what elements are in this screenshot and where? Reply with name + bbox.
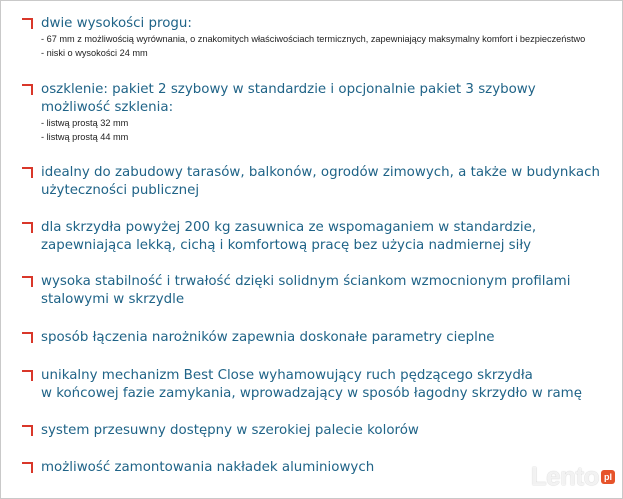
feature-text — [41, 81, 617, 117]
feature-line: sposób łączenia narożników zapewnia doskonałe parametry cieplne — [41, 330, 495, 345]
feature-item-applications — [22, 164, 617, 200]
lento-watermark — [531, 461, 615, 492]
feature-line: idealny do zabudowy tarasów, balkonów, ogrodów zimowych, a także w budynkach — [41, 165, 600, 180]
watermark-text: Lento — [530, 461, 599, 491]
feature-text — [41, 329, 617, 347]
feature-item-aluminium — [22, 459, 617, 477]
bullet-corner-icon — [22, 370, 33, 381]
feature-line: dwie wysokości progu: — [41, 16, 192, 31]
feature-text — [41, 422, 617, 440]
feature-line: możliwość szklenia: — [41, 100, 174, 115]
feature-text — [41, 15, 617, 33]
feature-line: zapewniająca lekką, cichą i komfortową pracę bez użycia nadmiernej siły — [41, 238, 532, 253]
feature-line: wysoka stabilność i trwałość dzięki solidnym ściankom wzmocnionym profilami — [41, 274, 571, 289]
feature-item-corners — [22, 329, 617, 347]
bullet-corner-icon — [22, 276, 33, 287]
feature-line: system przesuwny dostępny w szerokiej palecie kolorów — [41, 423, 419, 438]
bullet-corner-icon — [22, 462, 33, 473]
watermark-badge: pl — [601, 470, 615, 484]
feature-item-lock — [22, 219, 617, 255]
feature-item-best-close — [22, 367, 617, 403]
feature-line: stalowymi w skrzydle — [41, 292, 185, 307]
feature-item-threshold — [22, 15, 617, 60]
sub-line: - 67 mm z możliwością wyrównania, o znakomitych właściwościach termicznych, zapewniający maksymalny komfort i bezpieczeństwo — [41, 34, 586, 44]
feature-line: możliwość zamontowania nakładek aluminiowych — [41, 460, 375, 475]
bullet-corner-icon — [22, 84, 33, 95]
bullet-corner-icon — [22, 332, 33, 343]
feature-subtext — [41, 117, 617, 144]
feature-text — [41, 164, 617, 200]
feature-line: w końcowej fazie zamykania, wprowadzający w sposób łagodny skrzydło w ramę — [41, 386, 582, 401]
feature-text — [41, 219, 617, 255]
feature-item-glazing — [22, 81, 617, 144]
feature-text — [41, 367, 617, 403]
feature-item-colors — [22, 422, 617, 440]
bullet-corner-icon — [22, 222, 33, 233]
feature-line: unikalny mechanizm Best Close wyhamowujący ruch pędzącego skrzydła — [41, 368, 533, 383]
feature-text — [41, 273, 617, 309]
feature-line: użyteczności publicznej — [41, 183, 200, 198]
sub-line: - listwą prostą 44 mm — [41, 131, 129, 142]
bullet-corner-icon — [22, 425, 33, 436]
sub-line: - niski o wysokości 24 mm — [41, 47, 148, 58]
feature-line: dla skrzydła powyżej 200 kg zasuwnica ze wspomaganiem w standardzie, — [41, 220, 537, 235]
feature-item-stability — [22, 273, 617, 309]
feature-line: oszklenie: pakiet 2 szybowy w standardzie i opcjonalnie pakiet 3 szybowy — [41, 82, 536, 97]
feature-subtext — [41, 33, 617, 60]
bullet-corner-icon — [22, 18, 33, 29]
bullet-corner-icon — [22, 167, 33, 178]
sub-line: - listwą prostą 32 mm — [41, 118, 129, 128]
